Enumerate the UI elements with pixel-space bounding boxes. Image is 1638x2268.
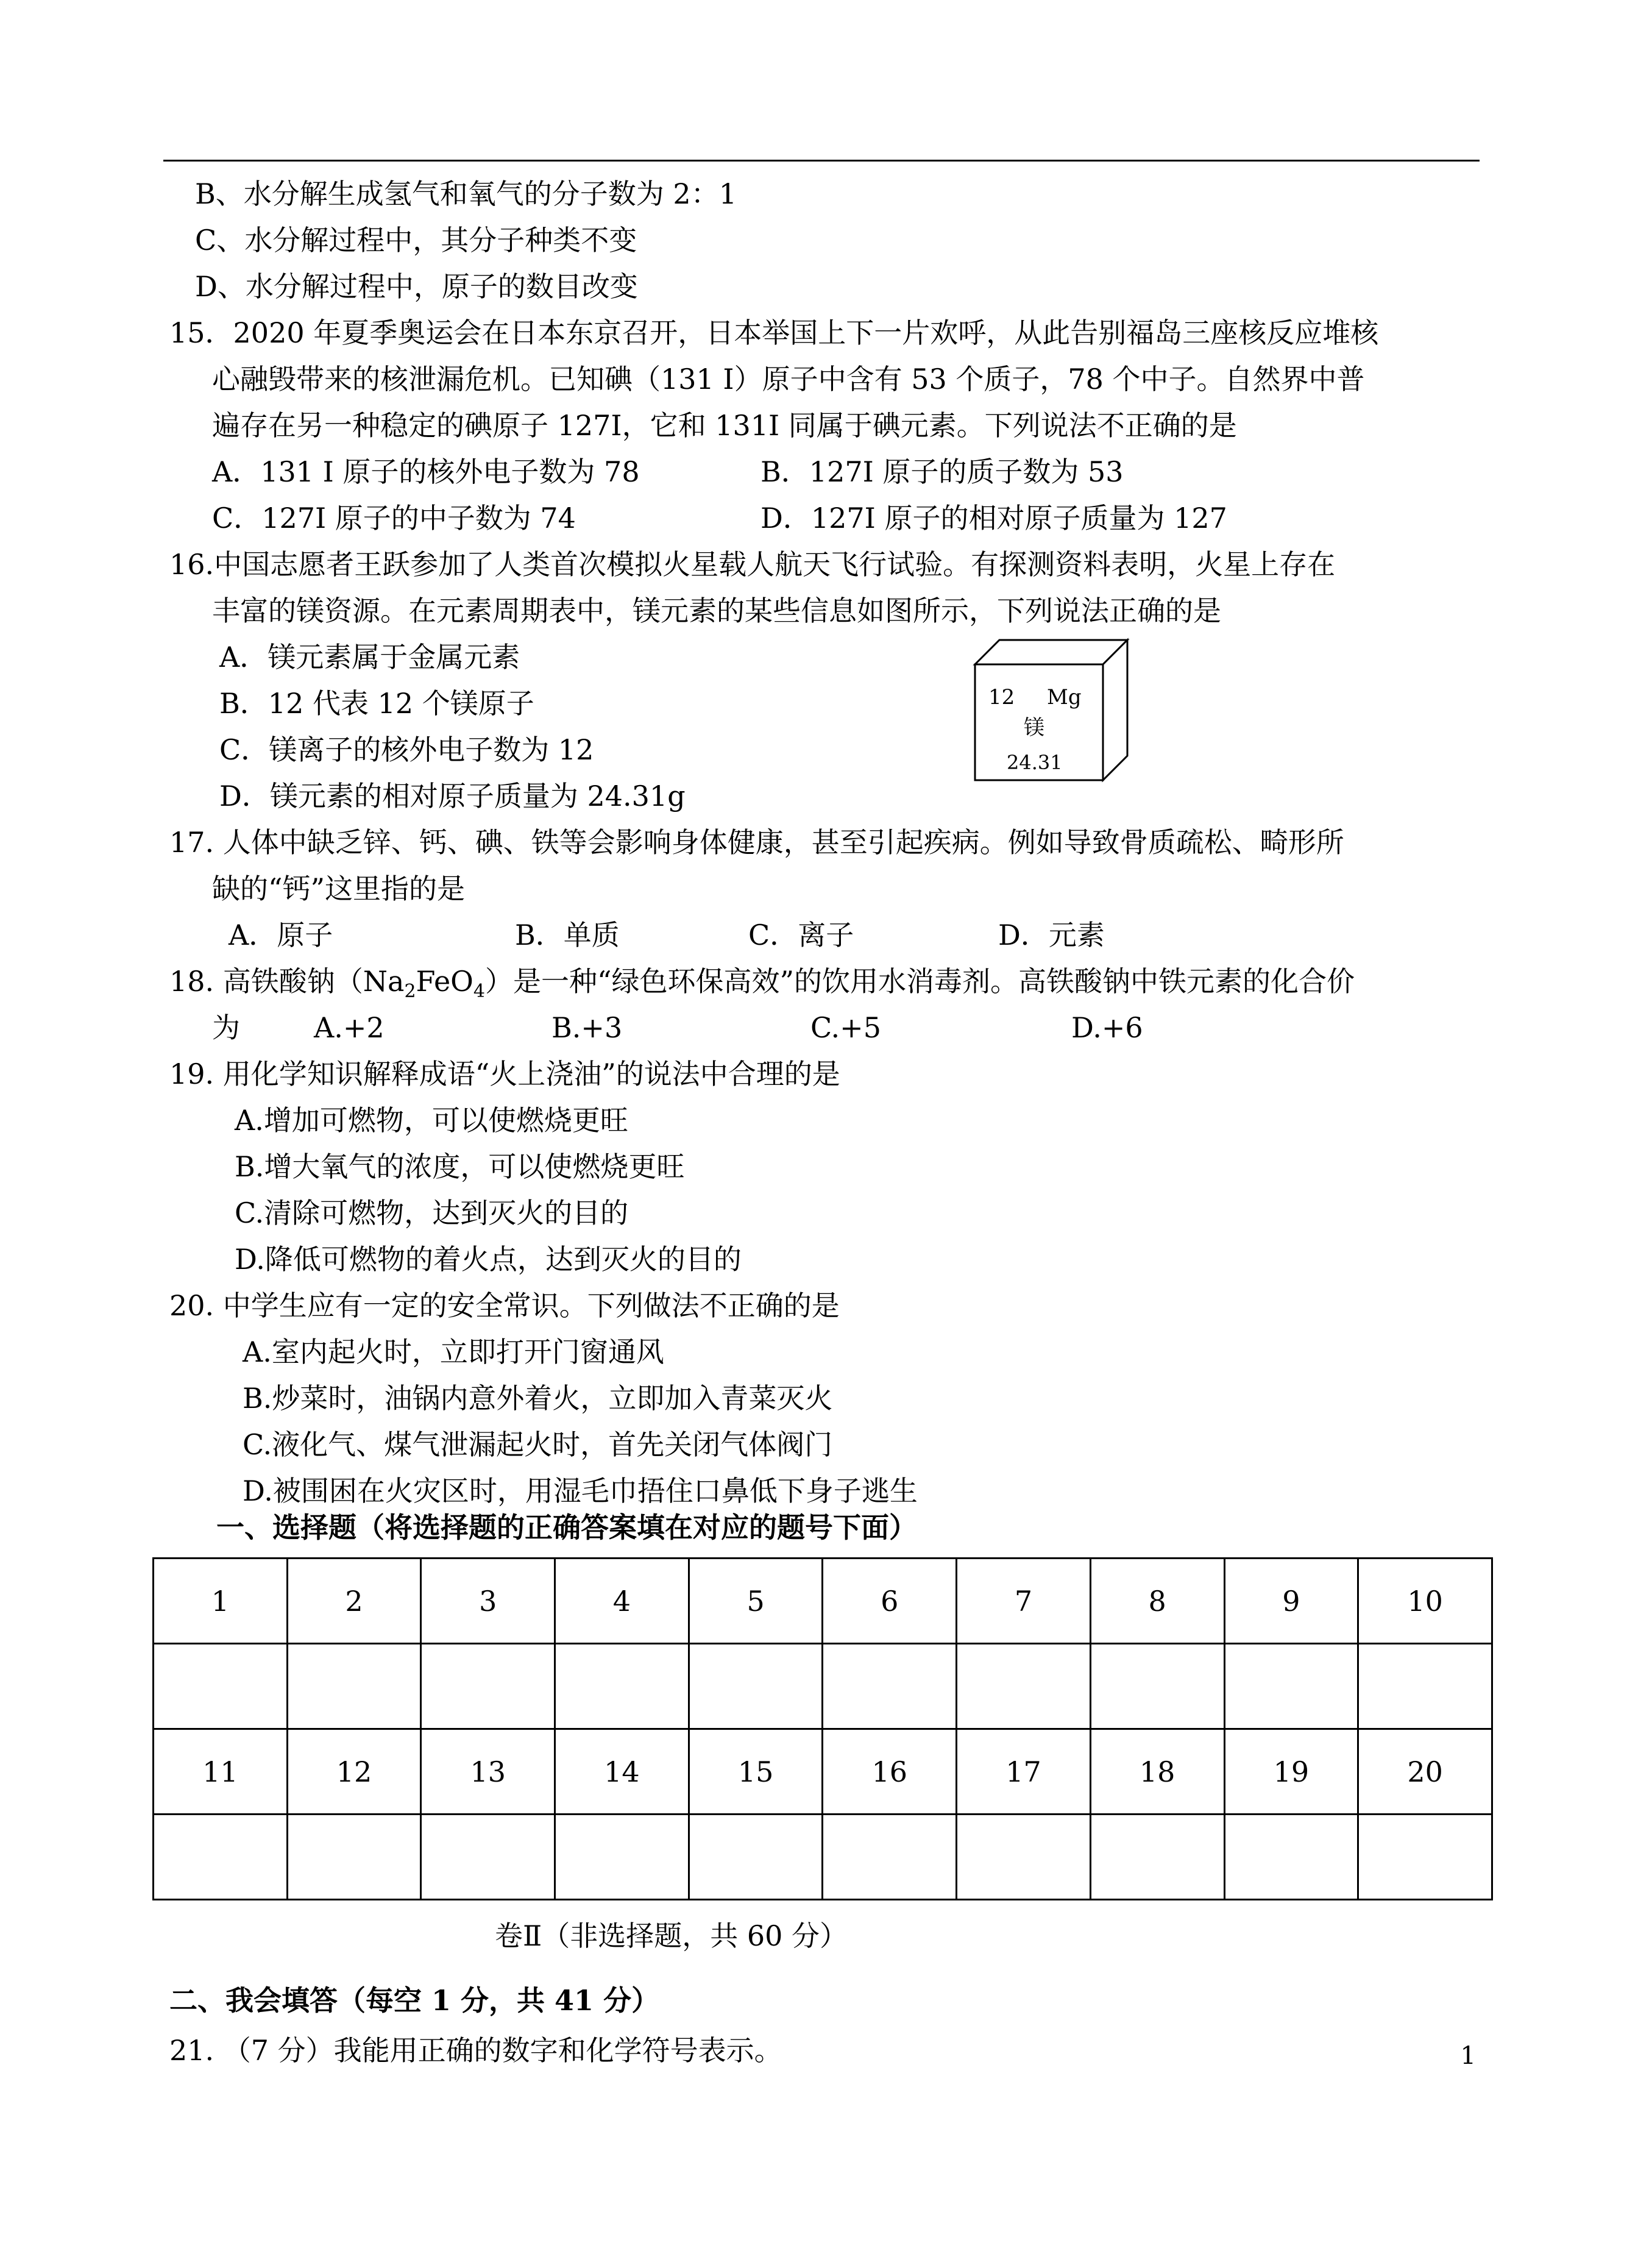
page-number: 1 bbox=[1460, 2042, 1476, 2070]
q20-option-c: C.液化气、煤气泄漏起火时，首先关闭气体阀门 bbox=[243, 1428, 833, 1461]
q15-option-c: C．127I 原子的中子数为 74 bbox=[212, 502, 576, 535]
answer-cell[interactable] bbox=[287, 1644, 421, 1729]
volume-2-heading: 卷Ⅱ（非选择题，共 60 分） bbox=[495, 1919, 848, 1952]
answer-cell[interactable] bbox=[421, 1815, 555, 1900]
element-atomic-mass: 24.31 bbox=[1007, 751, 1063, 774]
q18-option-c: C.+5 bbox=[810, 1011, 881, 1044]
question-number-cell: 20 bbox=[1358, 1729, 1492, 1815]
q16-stem-line1: 16.中国志愿者王跃参加了人类首次模拟火星载人航天飞行试验。有探测资料表明，火星上存在 bbox=[169, 548, 1336, 581]
question-number-cell: 11 bbox=[154, 1729, 288, 1815]
q20-option-d: D.被围困在火灾区时，用湿毛巾捂住口鼻低下身子逃生 bbox=[243, 1474, 918, 1507]
question-number-cell: 1 bbox=[154, 1559, 288, 1644]
q16-option-a: A．镁元素属于金属元素 bbox=[219, 641, 520, 674]
question-number-cell: 17 bbox=[957, 1729, 1091, 1815]
question-number-cell: 5 bbox=[689, 1559, 823, 1644]
table-row bbox=[154, 1729, 1492, 1815]
q19-option-a: A.增加可燃物，可以使燃烧更旺 bbox=[235, 1104, 628, 1137]
q18-stem-line1 bbox=[169, 964, 1355, 1009]
element-atomic-number: 12 bbox=[988, 685, 1015, 709]
answer-cell[interactable] bbox=[1090, 1644, 1224, 1729]
q17-option-d: D．元素 bbox=[998, 919, 1105, 951]
q18-option-b: B.+3 bbox=[551, 1011, 623, 1044]
answer-cell[interactable] bbox=[421, 1644, 555, 1729]
q15-stem-line1: 15．2020 年夏季奥运会在日本东京召开，日本举国上下一片欢呼，从此告别福岛三座核反应堆核 bbox=[169, 316, 1379, 349]
answer-cell[interactable] bbox=[1224, 1815, 1358, 1900]
answer-cell[interactable] bbox=[689, 1644, 823, 1729]
question-number-cell: 16 bbox=[823, 1729, 957, 1815]
q20-stem: 20. 中学生应有一定的安全常识。下列做法不正确的是 bbox=[169, 1289, 840, 1322]
q16-option-c: C．镁离子的核外电子数为 12 bbox=[219, 733, 594, 766]
section-2-heading: 二、我会填答（每空 1 分，共 41 分） bbox=[169, 1984, 660, 2017]
question-number-cell: 6 bbox=[823, 1559, 957, 1644]
q18-option-a: A.+2 bbox=[314, 1011, 385, 1044]
q16-option-b: B．12 代表 12 个镁原子 bbox=[219, 687, 534, 720]
q14-option-c: C、水分解过程中，其分子种类不变 bbox=[195, 224, 637, 257]
q18-option-d: D.+6 bbox=[1071, 1011, 1143, 1044]
q19-option-c: C.清除可燃物，达到灭火的目的 bbox=[235, 1196, 629, 1229]
q19-option-d: D.降低可燃物的着火点，达到灭火的目的 bbox=[235, 1243, 742, 1276]
q15-option-a: A．131 I 原子的核外电子数为 78 bbox=[212, 455, 640, 488]
question-number-cell: 2 bbox=[287, 1559, 421, 1644]
q21-stem: 21. （7 分）我能用正确的数字和化学符号表示。 bbox=[169, 2034, 782, 2067]
question-number-cell: 13 bbox=[421, 1729, 555, 1815]
q17-stem-line1: 17. 人体中缺乏锌、钙、碘、铁等会影响身体健康，甚至引起疾病。例如导致骨质疏松、畸形所 bbox=[169, 826, 1344, 859]
element-name: 镁 bbox=[1024, 716, 1044, 740]
q18-subscript-2: 2 bbox=[404, 981, 416, 1002]
answer-cell[interactable] bbox=[1358, 1815, 1492, 1900]
table-row bbox=[154, 1559, 1492, 1644]
q18-subscript-4: 4 bbox=[473, 981, 485, 1002]
q17-option-b: B．单质 bbox=[515, 919, 620, 951]
question-number-cell: 9 bbox=[1224, 1559, 1358, 1644]
q17-option-c: C．离子 bbox=[748, 919, 854, 951]
answer-cell[interactable] bbox=[823, 1644, 957, 1729]
question-number-cell: 12 bbox=[287, 1729, 421, 1815]
magnesium-element-card bbox=[969, 634, 1133, 786]
q15-option-b: B．127I 原子的质子数为 53 bbox=[760, 455, 1124, 488]
question-number-cell: 18 bbox=[1090, 1729, 1224, 1815]
answer-cell[interactable] bbox=[689, 1815, 823, 1900]
q15-stem-line3: 遍存在另一种稳定的碘原子 127I，它和 131I 同属于碘元素。下列说法不正确的是 bbox=[212, 409, 1237, 442]
question-number-cell: 4 bbox=[555, 1559, 689, 1644]
answer-cell[interactable] bbox=[555, 1644, 689, 1729]
question-number-cell: 3 bbox=[421, 1559, 555, 1644]
q17-option-a: A．原子 bbox=[229, 919, 333, 951]
q19-stem: 19. 用化学知识解释成语“火上浇油”的说法中合理的是 bbox=[169, 1058, 840, 1090]
answer-cell[interactable] bbox=[555, 1815, 689, 1900]
q16-option-d: D．镁元素的相对原子质量为 24.31g bbox=[219, 780, 686, 812]
answer-table bbox=[152, 1557, 1493, 1900]
question-number-cell: 10 bbox=[1358, 1559, 1492, 1644]
section-1-heading: 一、选择题（将选择题的正确答案填在对应的题号下面） bbox=[216, 1511, 917, 1544]
q14-option-b: B、水分解生成氢气和氧气的分子数为 2：1 bbox=[195, 177, 737, 210]
q15-stem-line2: 心融毁带来的核泄漏危机。已知碘（131 I）原子中含有 53 个质子，78 个中子。自然界中普 bbox=[212, 363, 1365, 396]
answer-cell[interactable] bbox=[823, 1815, 957, 1900]
table-row bbox=[154, 1815, 1492, 1900]
question-number-cell: 8 bbox=[1090, 1559, 1224, 1644]
q18-stem-prefix: 18. 高铁酸钠（Na bbox=[169, 965, 405, 998]
q18-stem-line2: 为 bbox=[212, 1011, 240, 1044]
q20-option-b: B.炒菜时，油锅内意外着火，立即加入青菜灭火 bbox=[243, 1382, 833, 1415]
q18-formula-mid: FeO bbox=[416, 965, 473, 998]
answer-cell[interactable] bbox=[1224, 1644, 1358, 1729]
question-number-cell: 19 bbox=[1224, 1729, 1358, 1815]
answer-cell[interactable] bbox=[957, 1644, 1091, 1729]
question-number-cell: 15 bbox=[689, 1729, 823, 1815]
answer-cell[interactable] bbox=[154, 1644, 288, 1729]
q16-stem-line2: 丰富的镁资源。在元素周期表中，镁元素的某些信息如图所示，下列说法正确的是 bbox=[212, 594, 1221, 627]
header-rule bbox=[163, 160, 1480, 162]
question-number-cell: 14 bbox=[555, 1729, 689, 1815]
q15-option-d: D．127I 原子的相对原子质量为 127 bbox=[760, 502, 1227, 535]
question-number-cell: 7 bbox=[957, 1559, 1091, 1644]
q19-option-b: B.增大氧气的浓度，可以使燃烧更旺 bbox=[235, 1150, 685, 1183]
q17-stem-line2: 缺的“钙”这里指的是 bbox=[212, 872, 466, 905]
element-symbol: Mg bbox=[1047, 685, 1082, 709]
table-row bbox=[154, 1644, 1492, 1729]
answer-cell[interactable] bbox=[1358, 1644, 1492, 1729]
answer-cell[interactable] bbox=[287, 1815, 421, 1900]
q20-option-a: A.室内起火时，立即打开门窗通风 bbox=[243, 1335, 664, 1368]
answer-cell[interactable] bbox=[154, 1815, 288, 1900]
answer-cell[interactable] bbox=[1090, 1815, 1224, 1900]
answer-cell[interactable] bbox=[957, 1815, 1091, 1900]
q18-stem-suffix: ）是一种“绿色环保高效”的饮用水消毒剂。高铁酸钠中铁元素的化合价 bbox=[484, 965, 1355, 998]
q14-option-d: D、水分解过程中，原子的数目改变 bbox=[195, 270, 638, 303]
